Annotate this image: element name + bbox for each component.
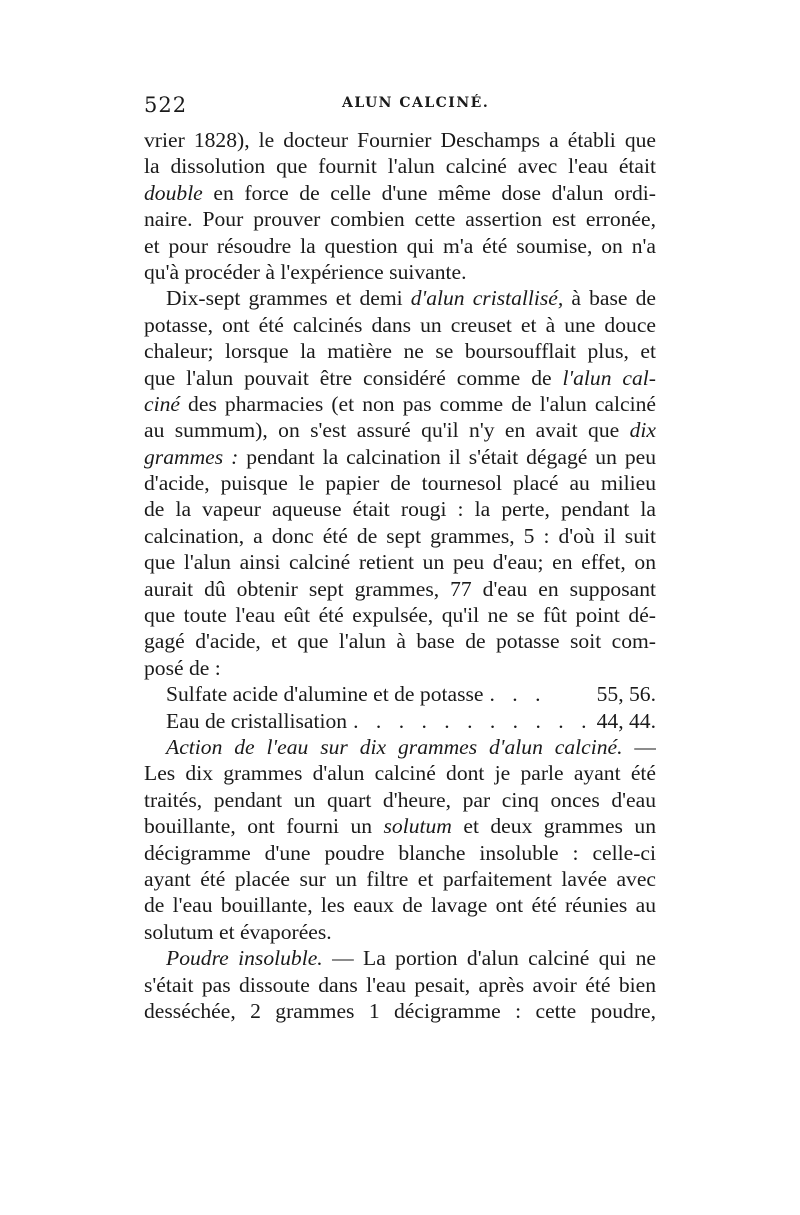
- text-line: gagé d'acide, et que l'alun à base de potasse soit com-: [144, 629, 656, 654]
- text-line: traités, pendant un quart d'heure, par cinq onces d'eau: [144, 787, 656, 812]
- page-header: [144, 93, 656, 121]
- text-line: Les dix grammes d'alun calciné dont je parle ayant été: [144, 761, 656, 786]
- composition-label: Eau de cristallisation: [166, 708, 348, 733]
- text-line: desséchée, 2 grammes 1 décigramme : cette poudre,: [144, 998, 656, 1023]
- text-line: grammes : pendant la calcination il s'était dégagé un peu: [144, 444, 656, 469]
- composition-row: [144, 708, 656, 734]
- text-line: que toute l'eau eût été expulsée, qu'il ne se fût point dé-: [144, 603, 656, 628]
- composition-value: 55, 56.: [596, 682, 656, 707]
- text-line: et pour résoudre la question qui m'a été soumise, on n'a: [144, 233, 656, 258]
- text-line: d'acide, puisque le papier de tournesol placé au milieu: [144, 471, 656, 496]
- text-line: Dix-sept grammes et demi d'alun cristallisé, à base de: [166, 286, 656, 311]
- text-line: potasse, ont été calcinés dans un creuset et à une douce: [144, 312, 656, 337]
- text-line: la dissolution que fournit l'alun calciné avec l'eau était: [144, 154, 656, 179]
- text-line: ciné des pharmacies (et non pas comme de l'alun calciné: [144, 391, 656, 416]
- running-head: ALUN CALCINÉ.: [342, 95, 490, 111]
- text-line: de l'eau bouillante, les eaux de lavage ont été réunies au: [144, 893, 656, 918]
- text-line: au summum), on s'est assuré qu'il n'y en avait que dix: [144, 418, 656, 443]
- composition-label: Sulfate acide d'alumine et de potasse: [166, 682, 484, 707]
- text-line: qu'à procéder à l'expérience suivante.: [144, 259, 467, 284]
- text-line: solutum et évaporées.: [144, 919, 332, 944]
- text-line: ayant été placée sur un filtre et parfaitement lavée avec: [144, 866, 656, 891]
- text-line: bouillante, ont fourni un solutum et deux grammes un: [144, 814, 656, 839]
- body-text: [144, 127, 656, 1024]
- text-line: calcination, a donc été de sept grammes, 5 : d'où il suit: [144, 523, 656, 548]
- text-line: naire. Pour prouver combien cette assertion est erronée,: [144, 207, 656, 232]
- text-line: posé de :: [144, 655, 221, 680]
- section-heading-line: Action de l'eau sur dix grammes d'alun calciné. —: [166, 734, 656, 759]
- text-line: vrier 1828), le docteur Fournier Deschamps a établi que: [144, 128, 656, 152]
- text-line: que l'alun pouvait être considéré comme de l'alun cal-: [144, 365, 656, 390]
- page-number: 522: [144, 93, 188, 117]
- text-line: chaleur; lorsque la matière ne se boursoufflait plus, et: [144, 339, 656, 364]
- leader-dots: . . . . . . . . . . .: [353, 708, 593, 733]
- text-line: que l'alun ainsi calciné retient un peu d'eau; en effet, on: [144, 550, 656, 575]
- section-heading-line: Poudre insoluble. — La portion d'alun calciné qui ne: [166, 946, 656, 971]
- composition-value: 44, 44.: [596, 708, 656, 733]
- leader-dots: . . .: [489, 682, 547, 707]
- composition-row: [144, 681, 656, 707]
- text-line: aurait dû obtenir sept grammes, 77 d'eau en supposant: [144, 576, 656, 601]
- text-line: s'était pas dissoute dans l'eau pesait, après avoir été bien: [144, 972, 656, 997]
- text-line: double en force de celle d'une même dose d'alun ordi-: [144, 180, 656, 205]
- text-line: décigramme d'une poudre blanche insoluble : celle-ci: [144, 840, 656, 865]
- text-line: de la vapeur aqueuse était rougi : la perte, pendant la: [144, 497, 656, 522]
